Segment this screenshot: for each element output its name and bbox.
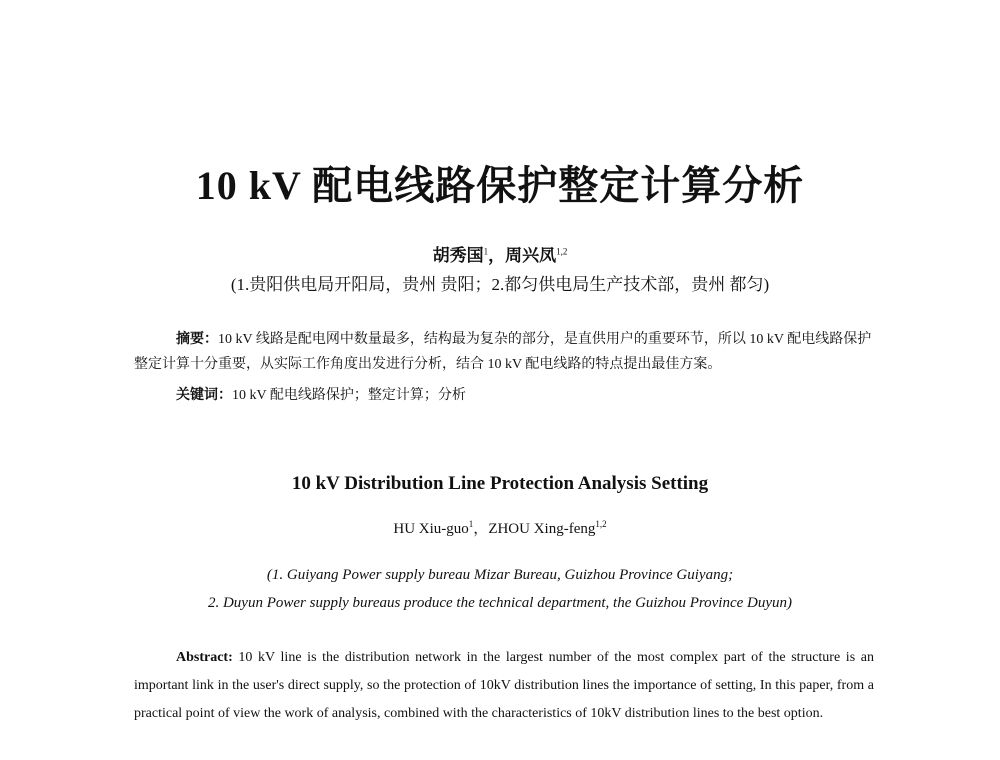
english-author-2-affiliation-mark: 1,2 (595, 519, 607, 529)
chinese-title: 10 kV 配电线路保护整定计算分析 (195, 163, 805, 208)
chinese-keywords (134, 383, 916, 408)
english-title: 10 kV Distribution Line Protection Analysis Setting (291, 473, 709, 494)
english-abstract (134, 644, 874, 728)
english-affiliation (0, 561, 1000, 617)
chinese-author-1: 胡秀国 (432, 246, 484, 265)
chinese-keywords-label: 关键词： (176, 388, 232, 403)
chinese-abstract-label: 摘要： (176, 332, 218, 347)
chinese-abstract (134, 327, 874, 377)
english-affiliation-line-1: (1. Guiyang Power supply bureau Mizar Bureau, Guizhou Province Guiyang; (266, 567, 734, 583)
chinese-affiliation: (1.贵阳供电局开阳局，贵州 贵阳；2.都匀供电局生产技术部，贵州 都匀) (230, 275, 770, 294)
english-affiliation-line-2: 2. Duyun Power supply bureaus produce the technical department, the Guizhou Province Duyun) (207, 595, 793, 611)
english-abstract-text: 10 kV line is the distribution network in the largest number of the most complex part of the structure is an important link in the user's direct supply, so the protection of 10kV distribution lines the importance of setting, In this paper, from a practical point of view the work of analysis, combined with the characteristics of 10kV distribution lines to the best option. (134, 650, 875, 721)
english-abstract-label: Abstract: (176, 650, 233, 665)
chinese-author-2: 周兴凤 (505, 246, 557, 265)
chinese-abstract-text: 10 kV 线路是配电网中数量最多，结构最为复杂的部分，是直供用户的重要环节，所以 10 kV 配电线路保护整定计算十分重要，从实际工作角度出发进行分析，结合 10 kV 配电线路的特点提出最佳方案。 (134, 332, 872, 372)
english-author-2: ZHOU Xing-feng (488, 521, 596, 537)
chinese-keywords-text: 10 kV 配电线路保护；整定计算；分析 (232, 388, 466, 403)
english-author-1-affiliation-mark: 1 (468, 519, 474, 529)
chinese-authors (0, 241, 1000, 266)
english-authors (0, 517, 1000, 538)
english-author-separator: ， (473, 521, 489, 537)
chinese-author-separator: ， (488, 246, 506, 265)
chinese-author-2-affiliation-mark: 1,2 (556, 246, 568, 257)
chinese-author-1-affiliation-mark: 1 (483, 246, 489, 257)
english-author-1: HU Xiu-guo (393, 521, 469, 537)
